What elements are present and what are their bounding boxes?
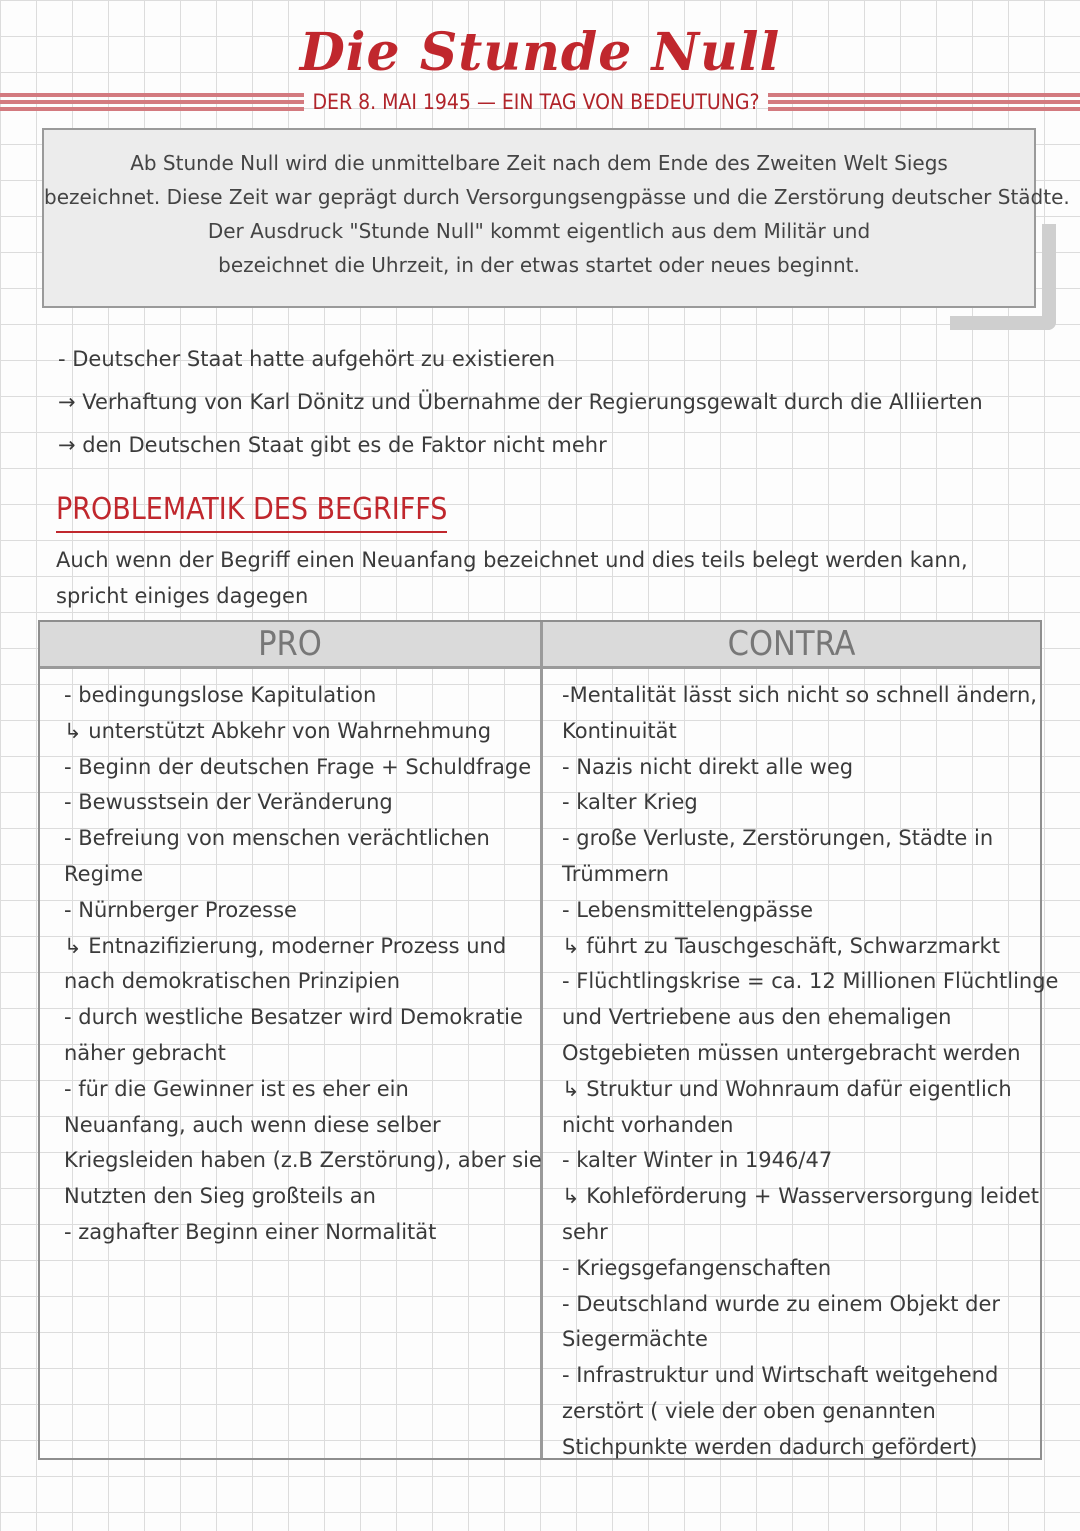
contra-line: - Lebensmittelengpässe [562, 897, 814, 922]
pro-header: PRO [258, 624, 322, 664]
contra-line: - Kriegsgefangenschaften [562, 1255, 832, 1280]
intro-line: bezeichnet die Uhrzeit, in der etwas startet oder neues beginnt. [218, 253, 860, 277]
contra-line: - Flüchtlingskrise = ca. 12 Millionen Flüchtlinge [562, 969, 1059, 994]
pro-contra-table [38, 620, 1059, 1460]
decorative-stripes-right [768, 93, 1080, 115]
decorative-stripes-left [0, 93, 304, 115]
contra-line: nicht vorhanden [562, 1112, 734, 1137]
contra-line: und Vertriebene aus den ehemaligen [562, 1005, 952, 1030]
pro-line: ↳ Entnazifizierung, moderner Prozess und [64, 933, 507, 958]
description-line: spricht einiges dagegen [56, 584, 309, 608]
intro-line: Ab Stunde Null wird die unmittelbare Zeit nach dem Ende des Zweiten Welt Siegs [130, 151, 948, 175]
subtitle-banner [0, 88, 1080, 118]
bullet-item: → den Deutschen Staat gibt es de Faktor nicht mehr [58, 433, 607, 457]
pro-line: näher gebracht [64, 1040, 226, 1065]
pro-line: - Bewusstsein der Veränderung [64, 790, 393, 815]
contra-line: Kontinuität [562, 718, 677, 743]
pro-line: Neuanfang, auch wenn diese selber [64, 1112, 441, 1137]
contra-line: - Infrastruktur und Wirtschaft weitgehend [562, 1363, 999, 1388]
contra-line: - kalter Krieg [562, 790, 698, 815]
description-line: Auch wenn der Begriff einen Neuanfang bezeichnet und dies teils belegt werden kann, [56, 548, 968, 572]
pro-line: - Befreiung von menschen verächtlichen [64, 826, 490, 851]
contra-column [562, 678, 1058, 1466]
pro-line: - für die Gewinner ist es eher ein [64, 1076, 409, 1101]
contra-line: - kalter Winter in 1946/47 [562, 1148, 833, 1173]
contra-line: ↳ Struktur und Wohnraum dafür eigentlich [562, 1076, 1012, 1101]
contra-line: Siegermächte [562, 1327, 708, 1352]
contra-line: -Mentalität lässt sich nicht so schnell ändern, [562, 683, 1037, 707]
contra-line: ↳ führt zu Tauschgeschäft, Schwarzmarkt [562, 933, 1000, 958]
contra-line: - große Verluste, Zerstörungen, Städte in [562, 826, 994, 851]
bullet-item: → Verhaftung von Karl Dönitz und Übernahme der Regierungsgewalt durch die Alliierten [58, 390, 983, 414]
contra-line: ↳ Kohleförderung + Wasserversorgung leidet [562, 1184, 1039, 1209]
section-heading: PROBLEMATIK DES BEGRIFFS [56, 492, 447, 533]
contra-line: Ostgebieten müssen untergebracht werden [562, 1040, 1021, 1065]
pro-line: - Nürnberger Prozesse [64, 897, 297, 922]
pro-line: Kriegsleiden haben (z.B Zerstörung), aber sie [64, 1148, 542, 1173]
pro-column [64, 678, 542, 1251]
bullet-list [58, 338, 983, 467]
page-title: Die Stunde Null [299, 22, 781, 83]
pro-line: Nutzten den Sieg großteils an [64, 1184, 376, 1209]
contra-header: CONTRA [727, 624, 856, 664]
contra-line: - Nazis nicht direkt alle weg [562, 754, 854, 779]
section-description [56, 542, 968, 614]
pro-line: - durch westliche Besatzer wird Demokratie [64, 1005, 523, 1030]
pro-line: Regime [64, 861, 144, 886]
pro-line: nach demokratischen Prinzipien [64, 969, 401, 994]
contra-line: Trümmern [562, 861, 670, 886]
contra-line: sehr [562, 1219, 608, 1244]
intro-box [42, 128, 1070, 308]
pro-line: - bedingungslose Kapitulation [64, 683, 377, 707]
contra-line: zerstört ( viele der oben genannten [562, 1398, 936, 1423]
subtitle: DER 8. MAI 1945 — EIN TAG VON BEDEUTUNG? [312, 90, 760, 114]
pro-line: - Beginn der deutschen Frage + Schuldfrage [64, 754, 532, 779]
intro-line: Der Ausdruck "Stunde Null" kommt eigentlich aus dem Militär und [207, 219, 871, 243]
intro-line: bezeichnet. Diese Zeit war geprägt durch Versorgungsengpässe und die Zerstörung deutscher Städte. [44, 185, 1070, 209]
pro-line: ↳ unterstützt Abkehr von Wahrnehmung [64, 718, 492, 743]
contra-line: Stichpunkte werden dadurch gefördert) [562, 1434, 978, 1459]
bullet-item: - Deutscher Staat hatte aufgehört zu existieren [58, 347, 556, 371]
contra-line: - Deutschland wurde zu einem Objekt der [562, 1291, 1001, 1316]
pro-line: - zaghafter Beginn einer Normalität [64, 1219, 437, 1244]
